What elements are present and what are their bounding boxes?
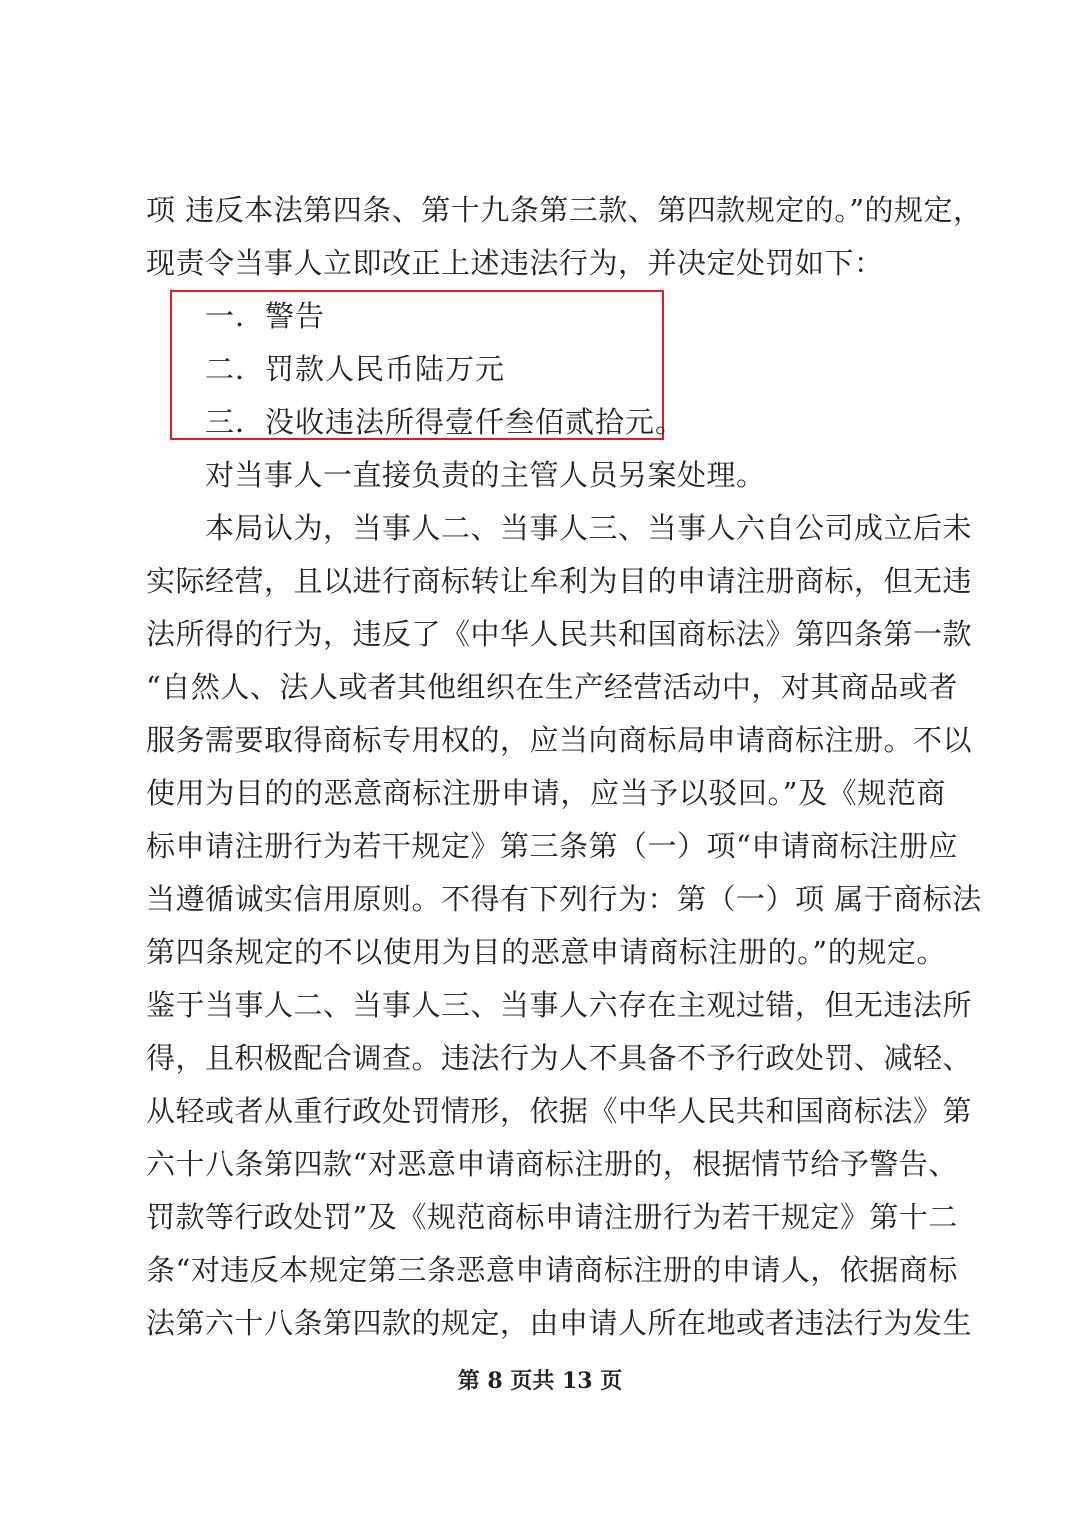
paragraph-line: 罚款等行政处罚”及《规范商标申请注册行为若干规定》第十二	[146, 1200, 958, 1234]
paragraph-first-line: 本局认为，当事人二、当事人三、当事人六自公司成立后未	[205, 511, 973, 545]
paragraph-line: 服务需要取得商标专用权的，应当向商标局申请商标注册。不以	[146, 723, 973, 757]
separate-handling-line: 对当事人一直接负责的主管人员另案处理。	[205, 458, 766, 492]
paragraph-line: 当遵循诚实信用原则。不得有下列行为：第（一）项 属于商标法	[146, 882, 982, 916]
page-number-footer: 第 8 页共 13 页	[457, 1368, 623, 1394]
penalty-item-fine: 二．罚款人民币陆万元	[205, 352, 506, 386]
body-line-2: 现责令当事人立即改正上述违法行为，并决定处罚如下：	[146, 246, 884, 280]
paragraph-line: 条“对违反本规定第三条恶意申请商标注册的申请人，依据商标	[146, 1253, 958, 1287]
paragraph-line: 六十八条第四款“对恶意申请商标注册的，根据情节给予警告、	[146, 1147, 958, 1181]
body-line-1: 项 违反本法第四条、第十九条第三款、第四款规定的。”的规定，	[146, 193, 983, 227]
paragraph-line: 实际经营，且以进行商标转让牟利为目的申请注册商标，但无违	[146, 564, 973, 598]
paragraph-line: 使用为目的的恶意商标注册申请，应当予以驳回。”及《规范商	[146, 776, 946, 810]
paragraph-line: 得，且积极配合调查。违法行为人不具备不予行政处罚、减轻、	[146, 1041, 973, 1075]
paragraph-line: “自然人、法人或者其他组织在生产经营活动中，对其商品或者	[146, 670, 958, 704]
paragraph-line: 法第六十八条第四款的规定，由申请人所在地或者违法行为发生	[146, 1306, 973, 1340]
penalty-item-confiscation: 三．没收违法所得壹仟叁佰贰拾元。	[205, 405, 686, 439]
paragraph-line: 法所得的行为，违反了《中华人民共和国商标法》第四条第一款	[146, 617, 973, 651]
paragraph-line: 从轻或者从重行政处罚情形，依据《中华人民共和国商标法》第	[146, 1094, 973, 1128]
paragraph-line: 第四条规定的不以使用为目的恶意申请商标注册的。”的规定。	[146, 935, 946, 969]
paragraph-line: 标申请注册行为若干规定》第三条第（一）项“申请商标注册应	[146, 829, 958, 863]
paragraph-line: 鉴于当事人二、当事人三、当事人六存在主观过错，但无违法所	[146, 988, 973, 1022]
penalty-item-warning: 一．警告	[205, 299, 326, 333]
